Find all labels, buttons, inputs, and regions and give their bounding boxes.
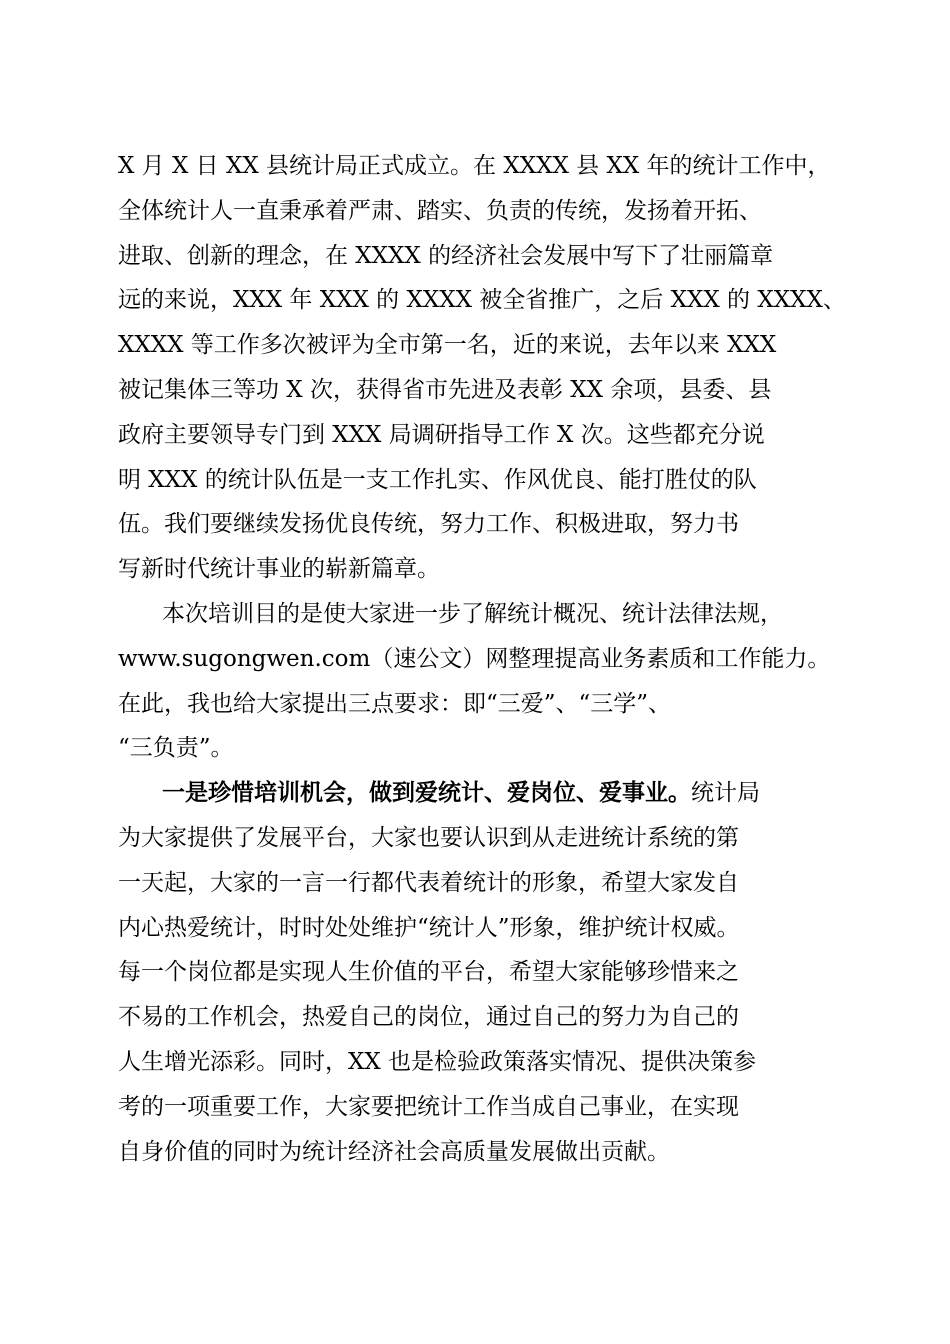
text-line: 每一个岗位都是实现人生价值的平台，希望大家能够珍惜来之 — [118, 959, 739, 986]
text-line: 考的一项重要工作，大家要把统计工作当成自己事业，在实现 — [118, 1093, 739, 1120]
text-line: 人生增光添彩。同时，XX 也是检验政策落实情况、提供决策参 — [118, 1048, 757, 1075]
text-line: 为大家提供了发展平台，大家也要认识到从走进统计系统的第 — [118, 824, 739, 851]
bold-heading-text: 一是珍惜培训机会，做到爱统计、爱岗位、爱事业。 — [162, 779, 691, 807]
text-line: X 月 X 日 XX 县统计局正式成立。在 XXXX 县 XX 年的统计工作中， — [118, 153, 831, 179]
text-line: 一天起，大家的一言一行都代表着统计的形象，希望大家发自 — [118, 869, 739, 896]
document-body — [118, 144, 846, 1174]
text-line: 政府主要领导专门到 XXX 局调研指导工作 X 次。这些都充分说 — [118, 421, 765, 448]
text-line — [118, 771, 838, 816]
paragraph-1 — [118, 144, 846, 592]
text-line: 全体统计人一直秉承着严肃、踏实、负责的传统，发扬着开拓、 — [118, 197, 762, 224]
text-line: 写新时代统计事业的崭新篇章。 — [118, 556, 440, 583]
text-line: 在此，我也给大家提出三点要求：即“三爱”、“三学”、 — [118, 690, 672, 717]
text-line: 明 XXX 的统计队伍是一支工作扎实、作风优良、能打胜仗的队 — [118, 466, 757, 493]
text-line: 本次培训目的是使大家进一步了解统计概况、统计法律法规， — [162, 600, 783, 627]
text-line: XXXX 等工作多次被评为全市第一名，近的来说，去年以来 XXX — [118, 332, 777, 359]
text-line: 远的来说，XXX 年 XXX 的 XXXX 被全省推广，之后 XXX 的 XXXX、 — [118, 287, 846, 314]
text-line: 内心热爱统计，时时处处维护“统计人”形象，维护统计权威。 — [118, 914, 740, 941]
text-line: 自身价值的同时为统计经济社会高质量发展做出贡献。 — [118, 1138, 670, 1165]
paragraph-3 — [118, 771, 838, 1174]
text-line: www.sugongwen.com（速公文）网整理提高业务素质和工作能力。 — [118, 645, 831, 672]
text-line: 被记集体三等功 X 次，获得省市先进及表彰 XX 余项，县委、县 — [118, 376, 772, 403]
text-line: “三负责”。 — [118, 735, 234, 762]
lead-rest-text: 统计局 — [691, 780, 760, 807]
text-line: 伍。我们要继续发扬优良传统，努力工作、积极进取，努力书 — [118, 511, 739, 538]
paragraph-2 — [118, 592, 838, 771]
text-line: 不易的工作机会，热爱自己的岗位，通过自己的努力为自己的 — [118, 1004, 739, 1031]
text-line: 进取、创新的理念，在 XXXX 的经济社会发展中写下了壮丽篇章 — [118, 242, 774, 269]
